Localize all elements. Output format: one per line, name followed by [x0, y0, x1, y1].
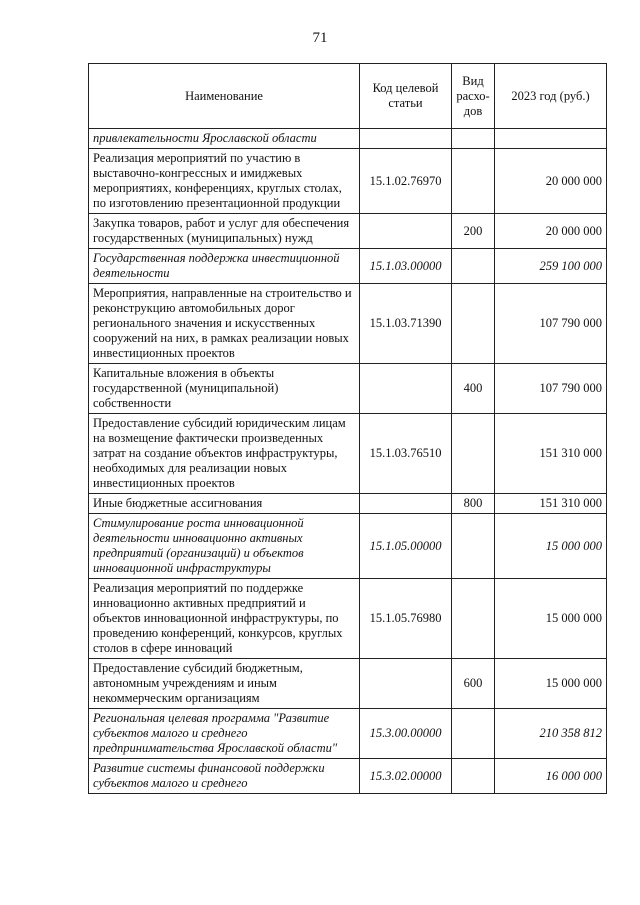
cell-code: 15.1.03.76510	[360, 414, 452, 494]
cell-type	[452, 149, 495, 214]
cell-amount: 259 100 000	[495, 249, 607, 284]
cell-type	[452, 129, 495, 149]
table-row	[89, 494, 607, 514]
cell-code	[360, 364, 452, 414]
cell-amount: 15 000 000	[495, 659, 607, 709]
table-row	[89, 249, 607, 284]
table-row	[89, 759, 607, 794]
cell-type	[452, 514, 495, 579]
cell-type	[452, 414, 495, 494]
cell-name: Государственная поддержка инвестиционной деятельности	[89, 249, 360, 284]
cell-amount: 20 000 000	[495, 149, 607, 214]
page-number: 71	[312, 30, 328, 46]
cell-type: 600	[452, 659, 495, 709]
cell-amount: 151 310 000	[495, 414, 607, 494]
cell-name: Региональная целевая программа "Развитие субъектов малого и среднего предпринимательства Ярославской области"	[89, 709, 360, 759]
table-row	[89, 149, 607, 214]
table-row	[89, 364, 607, 414]
cell-code	[360, 659, 452, 709]
cell-amount: 20 000 000	[495, 214, 607, 249]
cell-code	[360, 214, 452, 249]
budget-table	[88, 63, 607, 794]
header-type: Вид расхо-дов	[452, 64, 495, 129]
table-row	[89, 414, 607, 494]
header-code: Код целевой статьи	[360, 64, 452, 129]
cell-code: 15.1.05.00000	[360, 514, 452, 579]
cell-amount: 15 000 000	[495, 514, 607, 579]
cell-name: Капитальные вложения в объекты государственной (муниципальной) собственности	[89, 364, 360, 414]
cell-name: Предоставление субсидий бюджетным, автономным учреждениям и иным некоммерческим организациям	[89, 659, 360, 709]
cell-name: Стимулирование роста инновационной деятельности инновационно активных предприятий (организаций) и объектов инновационной инфраструктуры	[89, 514, 360, 579]
cell-name: Развитие системы финансовой поддержки субъектов малого и среднего	[89, 759, 360, 794]
cell-type	[452, 759, 495, 794]
header-name: Наименование	[89, 64, 360, 129]
cell-code: 15.1.02.76970	[360, 149, 452, 214]
table-row	[89, 659, 607, 709]
table-row	[89, 129, 607, 149]
cell-name: Мероприятия, направленные на строительство и реконструкцию автомобильных дорог регионального значения и искусственных сооружений на них, в рамках реализации новых инвестиционных проектов	[89, 284, 360, 364]
cell-amount: 210 358 812	[495, 709, 607, 759]
cell-amount: 151 310 000	[495, 494, 607, 514]
cell-amount: 16 000 000	[495, 759, 607, 794]
cell-code: 15.3.02.00000	[360, 759, 452, 794]
cell-code: 15.1.05.76980	[360, 579, 452, 659]
cell-type	[452, 284, 495, 364]
cell-amount: 107 790 000	[495, 284, 607, 364]
cell-name: Закупка товаров, работ и услуг для обеспечения государственных (муниципальных) нужд	[89, 214, 360, 249]
cell-name: привлекательности Ярославской области	[89, 129, 360, 149]
cell-type: 800	[452, 494, 495, 514]
table-row	[89, 514, 607, 579]
cell-name: Иные бюджетные ассигнования	[89, 494, 360, 514]
cell-amount: 107 790 000	[495, 364, 607, 414]
cell-type	[452, 709, 495, 759]
cell-code: 15.1.03.00000	[360, 249, 452, 284]
table-header-row	[89, 64, 607, 129]
cell-amount	[495, 129, 607, 149]
cell-name: Предоставление субсидий юридическим лицам на возмещение фактически произведенных затрат на создание объектов инфраструктуры, необходимых для реализации новых инвестиционных проектов	[89, 414, 360, 494]
cell-code: 15.1.03.71390	[360, 284, 452, 364]
cell-code	[360, 129, 452, 149]
table-row	[89, 214, 607, 249]
table-row	[89, 579, 607, 659]
header-amount: 2023 год (руб.)	[495, 64, 607, 129]
cell-code: 15.3.00.00000	[360, 709, 452, 759]
cell-name: Реализация мероприятий по участию в выставочно-конгрессных и имиджевых мероприятиях, конференциях, круглых столах, по изготовлению презентационной продукции	[89, 149, 360, 214]
cell-amount: 15 000 000	[495, 579, 607, 659]
table-body	[89, 129, 607, 794]
table-row	[89, 284, 607, 364]
cell-type	[452, 249, 495, 284]
cell-name: Реализация мероприятий по поддержке инновационно активных предприятий и объектов инновационной инфраструктуры, по проведению конференций, конкурсов, круглых столов в сфере инноваций	[89, 579, 360, 659]
cell-type: 200	[452, 214, 495, 249]
cell-type	[452, 579, 495, 659]
table-row	[89, 709, 607, 759]
cell-type: 400	[452, 364, 495, 414]
cell-code	[360, 494, 452, 514]
